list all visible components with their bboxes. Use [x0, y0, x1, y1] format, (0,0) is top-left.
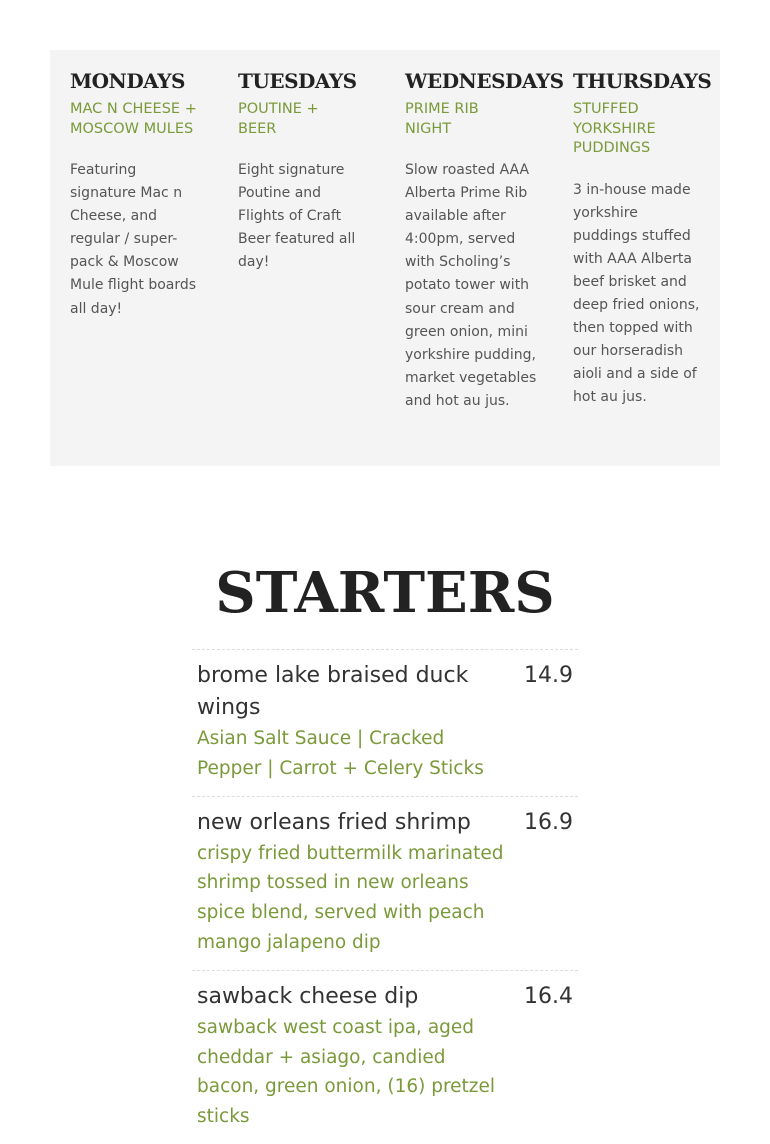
special-description: Slow roasted AAA Alberta Prime Rib available after 4:00pm, served with Scholing’s potato tower with sour cream and green onion, mini yorkshire pudding, market vegetables and hot au jus. [405, 162, 537, 409]
menu-item-name: new orleans fried shrimp [197, 809, 471, 835]
special-title: STUFFED YORKSHIRE PUDDINGS [573, 101, 656, 156]
special-wednesday [405, 68, 564, 413]
menu-item [192, 649, 578, 796]
special-title: MAC N CHEESE + MOSCOW MULES [70, 101, 197, 137]
menu-item-price: 16.4 [524, 983, 573, 1009]
menu-item [192, 970, 578, 1144]
menu-item-price: 16.9 [524, 809, 573, 835]
weekly-specials-panel [50, 50, 720, 466]
special-description: 3 in-house made yorkshire puddings stuffed with AAA Alberta beef brisket and deep fried onions, then topped with our horseradish aioli and a side of hot au jus. [573, 181, 700, 406]
day-name: TUESDAYS [238, 69, 357, 93]
menu-item-name: brome lake braised duck wings [197, 663, 469, 720]
special-monday [70, 68, 202, 321]
special-title: POUTINE + BEER [238, 101, 319, 137]
special-description: Featuring signature Mac n Cheese, and regular / super-pack & Moscow Mule flight boards all day! [70, 162, 197, 317]
starters-heading: STARTERS [215, 560, 555, 626]
menu-item-description: Asian Salt Sauce | Cracked Pepper | Carrot + Celery Sticks [197, 728, 484, 779]
menu-item-price: 14.9 [524, 663, 573, 688]
special-tuesday [238, 68, 370, 274]
special-description: Eight signature Poutine and Flights of Craft Beer featured all day! [238, 162, 356, 271]
menu-item-description: crispy fried buttermilk marinated shrimp tossed in new orleans spice blend, served with peach mango jalapeno dip [197, 842, 504, 953]
special-title: PRIME RIB NIGHT [405, 101, 479, 137]
day-name: WEDNESDAYS [405, 69, 564, 93]
day-name: MONDAYS [70, 69, 185, 93]
menu-item-name: sawback cheese dip [197, 983, 419, 1009]
starters-menu [192, 649, 578, 1144]
menu-item-description: sawback west coast ipa, aged cheddar + asiago, candied bacon, green onion, (16) pretzel sticks [197, 1016, 496, 1128]
menu-item [192, 796, 578, 970]
special-thursday [573, 68, 712, 409]
day-name: THURSDAYS [573, 69, 712, 93]
